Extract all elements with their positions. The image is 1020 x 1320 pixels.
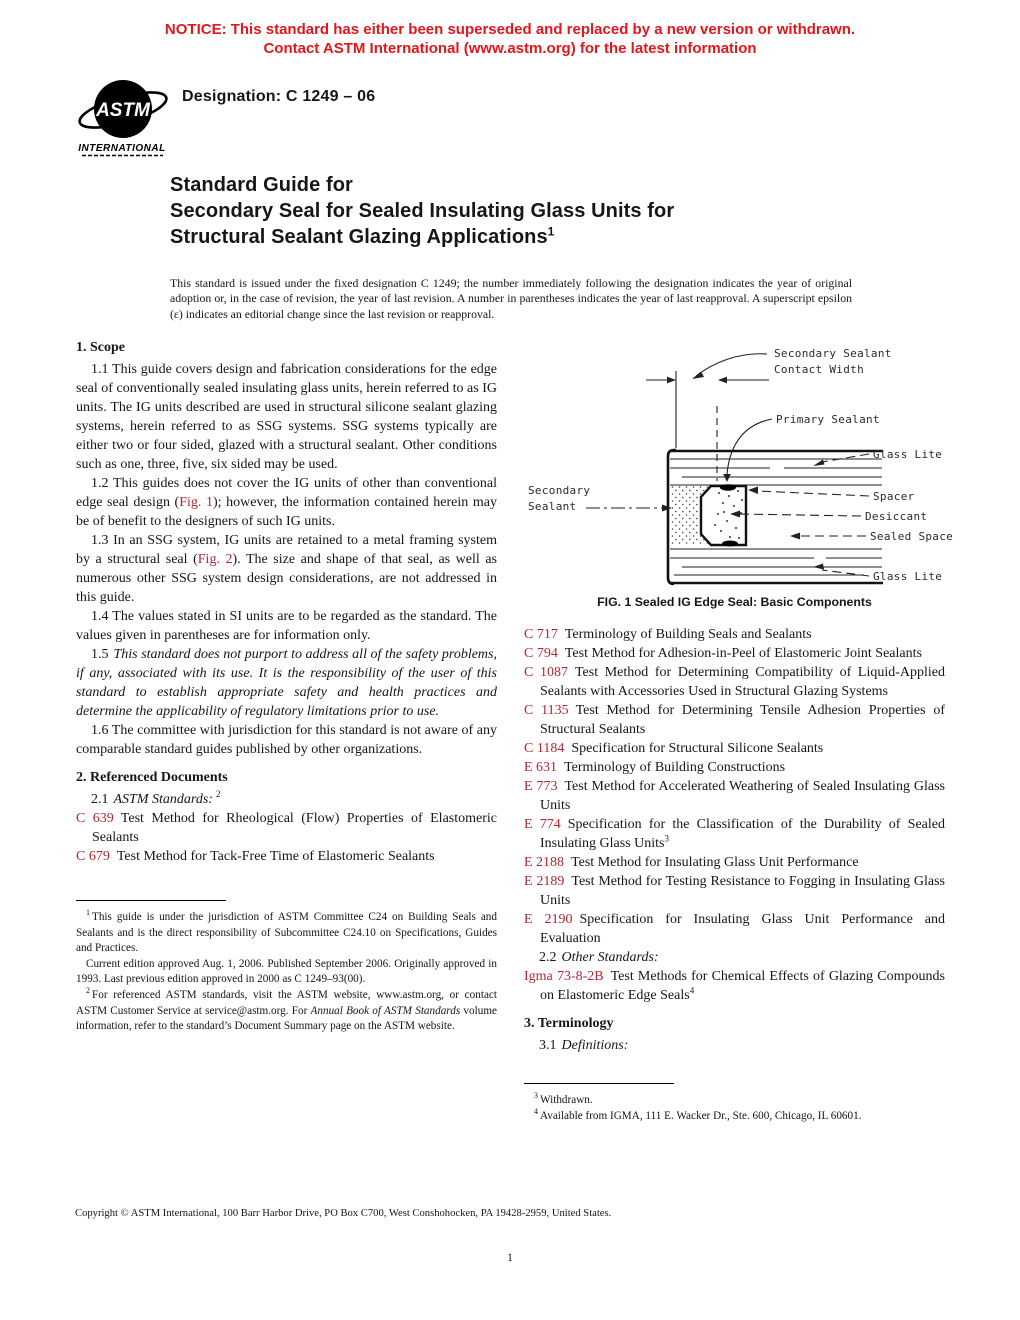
para-1-2: 1.2 This guides does not cover the IG units of other than conventional edge seal design (Fig. 1); however, the information contained herein may be of benefit to the designers of such IG units. xyxy=(76,476,497,529)
fn4-marker: 4 xyxy=(689,985,695,996)
fn3-marker: 3 xyxy=(664,833,669,844)
para-1-6: 1.6 The committee with jurisdiction for this standard is not aware of any comparable standard guides published by other organizations. xyxy=(76,723,497,757)
notice-line-1: NOTICE: This standard has either been superseded and replaced by a new version or withdrawn. xyxy=(164,21,856,38)
footnote-1b: Current edition approved Aug. 1, 2006. Published September 2006. Originally approved in 1993. Last previous edition approved in 2000 as C 1249–93(00). xyxy=(76,957,497,986)
astm-logo-text: ASTM xyxy=(96,100,150,121)
standard-link-e631[interactable]: E 631 xyxy=(524,760,558,775)
para-1-4: 1.4 The values stated in SI units are to be regarded as the standard. The values given in parentheses are for information only. xyxy=(76,609,497,643)
edge-seal-diagram xyxy=(524,338,961,590)
fig-label-sealed-space: Sealed Space xyxy=(870,530,954,543)
subsection-2-2: 2.2 Other Standards: xyxy=(539,950,659,965)
reference-item: C 639 Test Method for Rheological (Flow) Properties of Elastomeric Sealants xyxy=(76,811,497,845)
standard-link-c1135[interactable]: C 1135 xyxy=(524,703,569,718)
standard-link-e773[interactable]: E 773 xyxy=(524,779,558,794)
para-1-1: 1.1 This guide covers design and fabrication considerations for the edge seal of conventionally sealed insulating glass units, herein referred to as IG units. The IG units described are used in structural silicone sealant glazing systems, herein referred to as SSG systems. SSG systems typically are either two or four sided, glazed with a structural sealant. Other conditions such as one, three, five, six sided may be used. xyxy=(76,362,497,472)
footnote-rule xyxy=(524,1083,674,1084)
footnote-1: $^1$ This guide is under the jurisdiction of ASTM Committee C24 on Building Seals and Sealants and is the direct responsibility of Subcommittee C24.10 on Specifications, Guides and Practices. xyxy=(76,908,497,955)
fig-label-secondary-sealant-1: Secondary xyxy=(528,484,591,497)
standard-link-e2190[interactable]: E 2190 xyxy=(524,912,573,927)
reference-item: Igma 73-8-2B Test Methods for Chemical Effects of Glazing Compounds on Elastomeric Edge Seals$^4$ xyxy=(524,969,945,1003)
reference-item: C 679 Test Method for Tack-Free Time of Elastomeric Sealants xyxy=(76,849,435,864)
astm-logo xyxy=(76,74,168,158)
footnote-rule xyxy=(76,900,226,901)
reference-item: C 1087 Test Method for Determining Compatibility of Liquid-Applied Sealants with Accessories Used in Structural Glazing Systems xyxy=(524,665,945,699)
section-1-heading: 1. Scope xyxy=(76,340,125,355)
footnote-2: $^2$ For referenced ASTM standards, visit the ASTM website, www.astm.org, or contact ASTM Customer Service at service@astm.org. For Annual Book of ASTM Standards volume information, refer to the standard’s Document Summary page on the ASTM website. xyxy=(76,986,497,1033)
fig-label-spacer: Spacer xyxy=(873,490,915,503)
standard-link-c1184[interactable]: C 1184 xyxy=(524,741,565,756)
designation: Designation: C 1249 – 06 xyxy=(182,88,376,105)
para-1-3: 1.3 In an SSG system, IG units are retained to a metal framing system by a structural seal (Fig. 2). The size and shape of that seal, as well as numerous other SSG system design considerations, are not addressed in this guide. xyxy=(76,533,497,605)
title-line-1: Standard Guide for xyxy=(170,174,353,196)
reference-item: C 1135 Test Method for Determining Tensile Adhesion Properties of Structural Sealants xyxy=(524,703,945,737)
section-3-heading: 3. Terminology xyxy=(524,1016,614,1031)
footnote-3: $^3$ Withdrawn. xyxy=(534,1091,593,1106)
standard-link-c717[interactable]: C 717 xyxy=(524,627,558,642)
left-footnotes xyxy=(76,900,497,1035)
figure-1 xyxy=(524,338,954,612)
reference-item: E 631 Terminology of Building Constructions xyxy=(524,760,786,775)
standard-link-igma[interactable]: Igma 73-8-2B xyxy=(524,969,604,984)
superseded-notice xyxy=(0,20,1020,58)
fig1-link[interactable]: Fig. 1 xyxy=(179,495,213,510)
page-number: 1 xyxy=(507,1252,513,1264)
reference-item: C 794 Test Method for Adhesion-in-Peel of Elastomeric Joint Sealants xyxy=(524,646,922,661)
fn2-marker: 2 xyxy=(215,789,221,800)
title-line-3: Structural Sealant Glazing Applications$^1$ xyxy=(170,224,555,248)
figure-1-caption: FIG. 1 Sealed IG Edge Seal: Basic Components xyxy=(597,595,872,609)
fig-label-primary-sealant: Primary Sealant xyxy=(776,413,880,426)
reference-item: E 2189 Test Method for Testing Resistance to Fogging in Insulating Glass Units xyxy=(524,874,945,908)
fig-label-contact-width-2: Contact Width xyxy=(774,363,864,376)
standard-link-c1087[interactable]: C 1087 xyxy=(524,665,568,680)
right-column xyxy=(524,338,954,1124)
reference-item: C 717 Terminology of Building Seals and Sealants xyxy=(524,627,812,642)
section-2-heading: 2. Referenced Documents xyxy=(76,770,228,785)
para-1-5: 1.5 This standard does not purport to address all of the safety problems, if any, associated with its use. It is the responsibility of the user of this standard to establish appropriate safety and health practices and determine the applicability of regulatory limitations prior to use. xyxy=(76,647,497,719)
fig2-link[interactable]: Fig. 2 xyxy=(197,552,233,567)
document-title xyxy=(170,172,870,250)
notice-line-2: Contact ASTM International (www.astm.org) for the latest information xyxy=(263,40,757,57)
standard-link-e774[interactable]: E 774 xyxy=(524,817,561,832)
fig-label-contact-width-1: Secondary Sealant xyxy=(774,347,892,360)
subsection-3-1: 3.1 Definitions: xyxy=(539,1038,629,1053)
standard-link-c794[interactable]: C 794 xyxy=(524,646,558,661)
document-header xyxy=(76,74,375,158)
title-footnote-marker: 1 xyxy=(547,224,555,239)
reference-item: E 774 Specification for the Classification of the Durability of Sealed Insulating Glass Units$^3$ xyxy=(524,817,945,851)
copyright-line: Copyright © ASTM International, 100 Barr Harbor Drive, PO Box C700, West Conshohocken, PA 19428-2959, United States. xyxy=(75,1208,612,1219)
subsection-2-1: 2.1 ASTM Standards: $^2$ xyxy=(91,789,221,807)
fig-label-desiccant: Desiccant xyxy=(865,510,928,523)
reference-item: E 2190 Specification for Insulating Glass Unit Performance and Evaluation xyxy=(524,912,945,946)
standard-abstract: This standard is issued under the fixed designation C 1249; the number immediately following the designation indicates the year of original adoption or, in the case of revision, the year of last revision. A number in parentheses indicates the year of last reapproval. A superscript epsilon (ε) indicates an editorial change since the last revision or reapproval. xyxy=(170,275,852,321)
footnote-4: $^4$ Available from IGMA, 111 E. Wacker Dr., Ste. 600, Chicago, IL 60601. xyxy=(534,1106,862,1122)
fig-label-glass-lite-top: Glass Lite xyxy=(873,448,943,461)
standard-link-c679[interactable]: C 679 xyxy=(76,849,110,864)
right-footnotes xyxy=(524,1083,945,1124)
fig-label-secondary-sealant-2: Sealant xyxy=(528,500,577,513)
astm-logo-subtitle: INTERNATIONAL xyxy=(78,143,166,154)
title-line-2: Secondary Seal for Sealed Insulating Glass Units for xyxy=(170,200,675,222)
standard-link-e2189[interactable]: E 2189 xyxy=(524,874,565,889)
standard-link-c639[interactable]: C 639 xyxy=(76,811,114,826)
standard-link-e2188[interactable]: E 2188 xyxy=(524,855,565,870)
reference-item: E 2188 Test Method for Insulating Glass Unit Performance xyxy=(524,855,859,870)
reference-item: E 773 Test Method for Accelerated Weathering of Sealed Insulating Glass Units xyxy=(524,779,945,813)
reference-item: C 1184 Specification for Structural Silicone Sealants xyxy=(524,741,824,756)
fig-label-glass-lite-bottom: Glass Lite xyxy=(873,570,943,583)
left-column xyxy=(76,338,497,1035)
